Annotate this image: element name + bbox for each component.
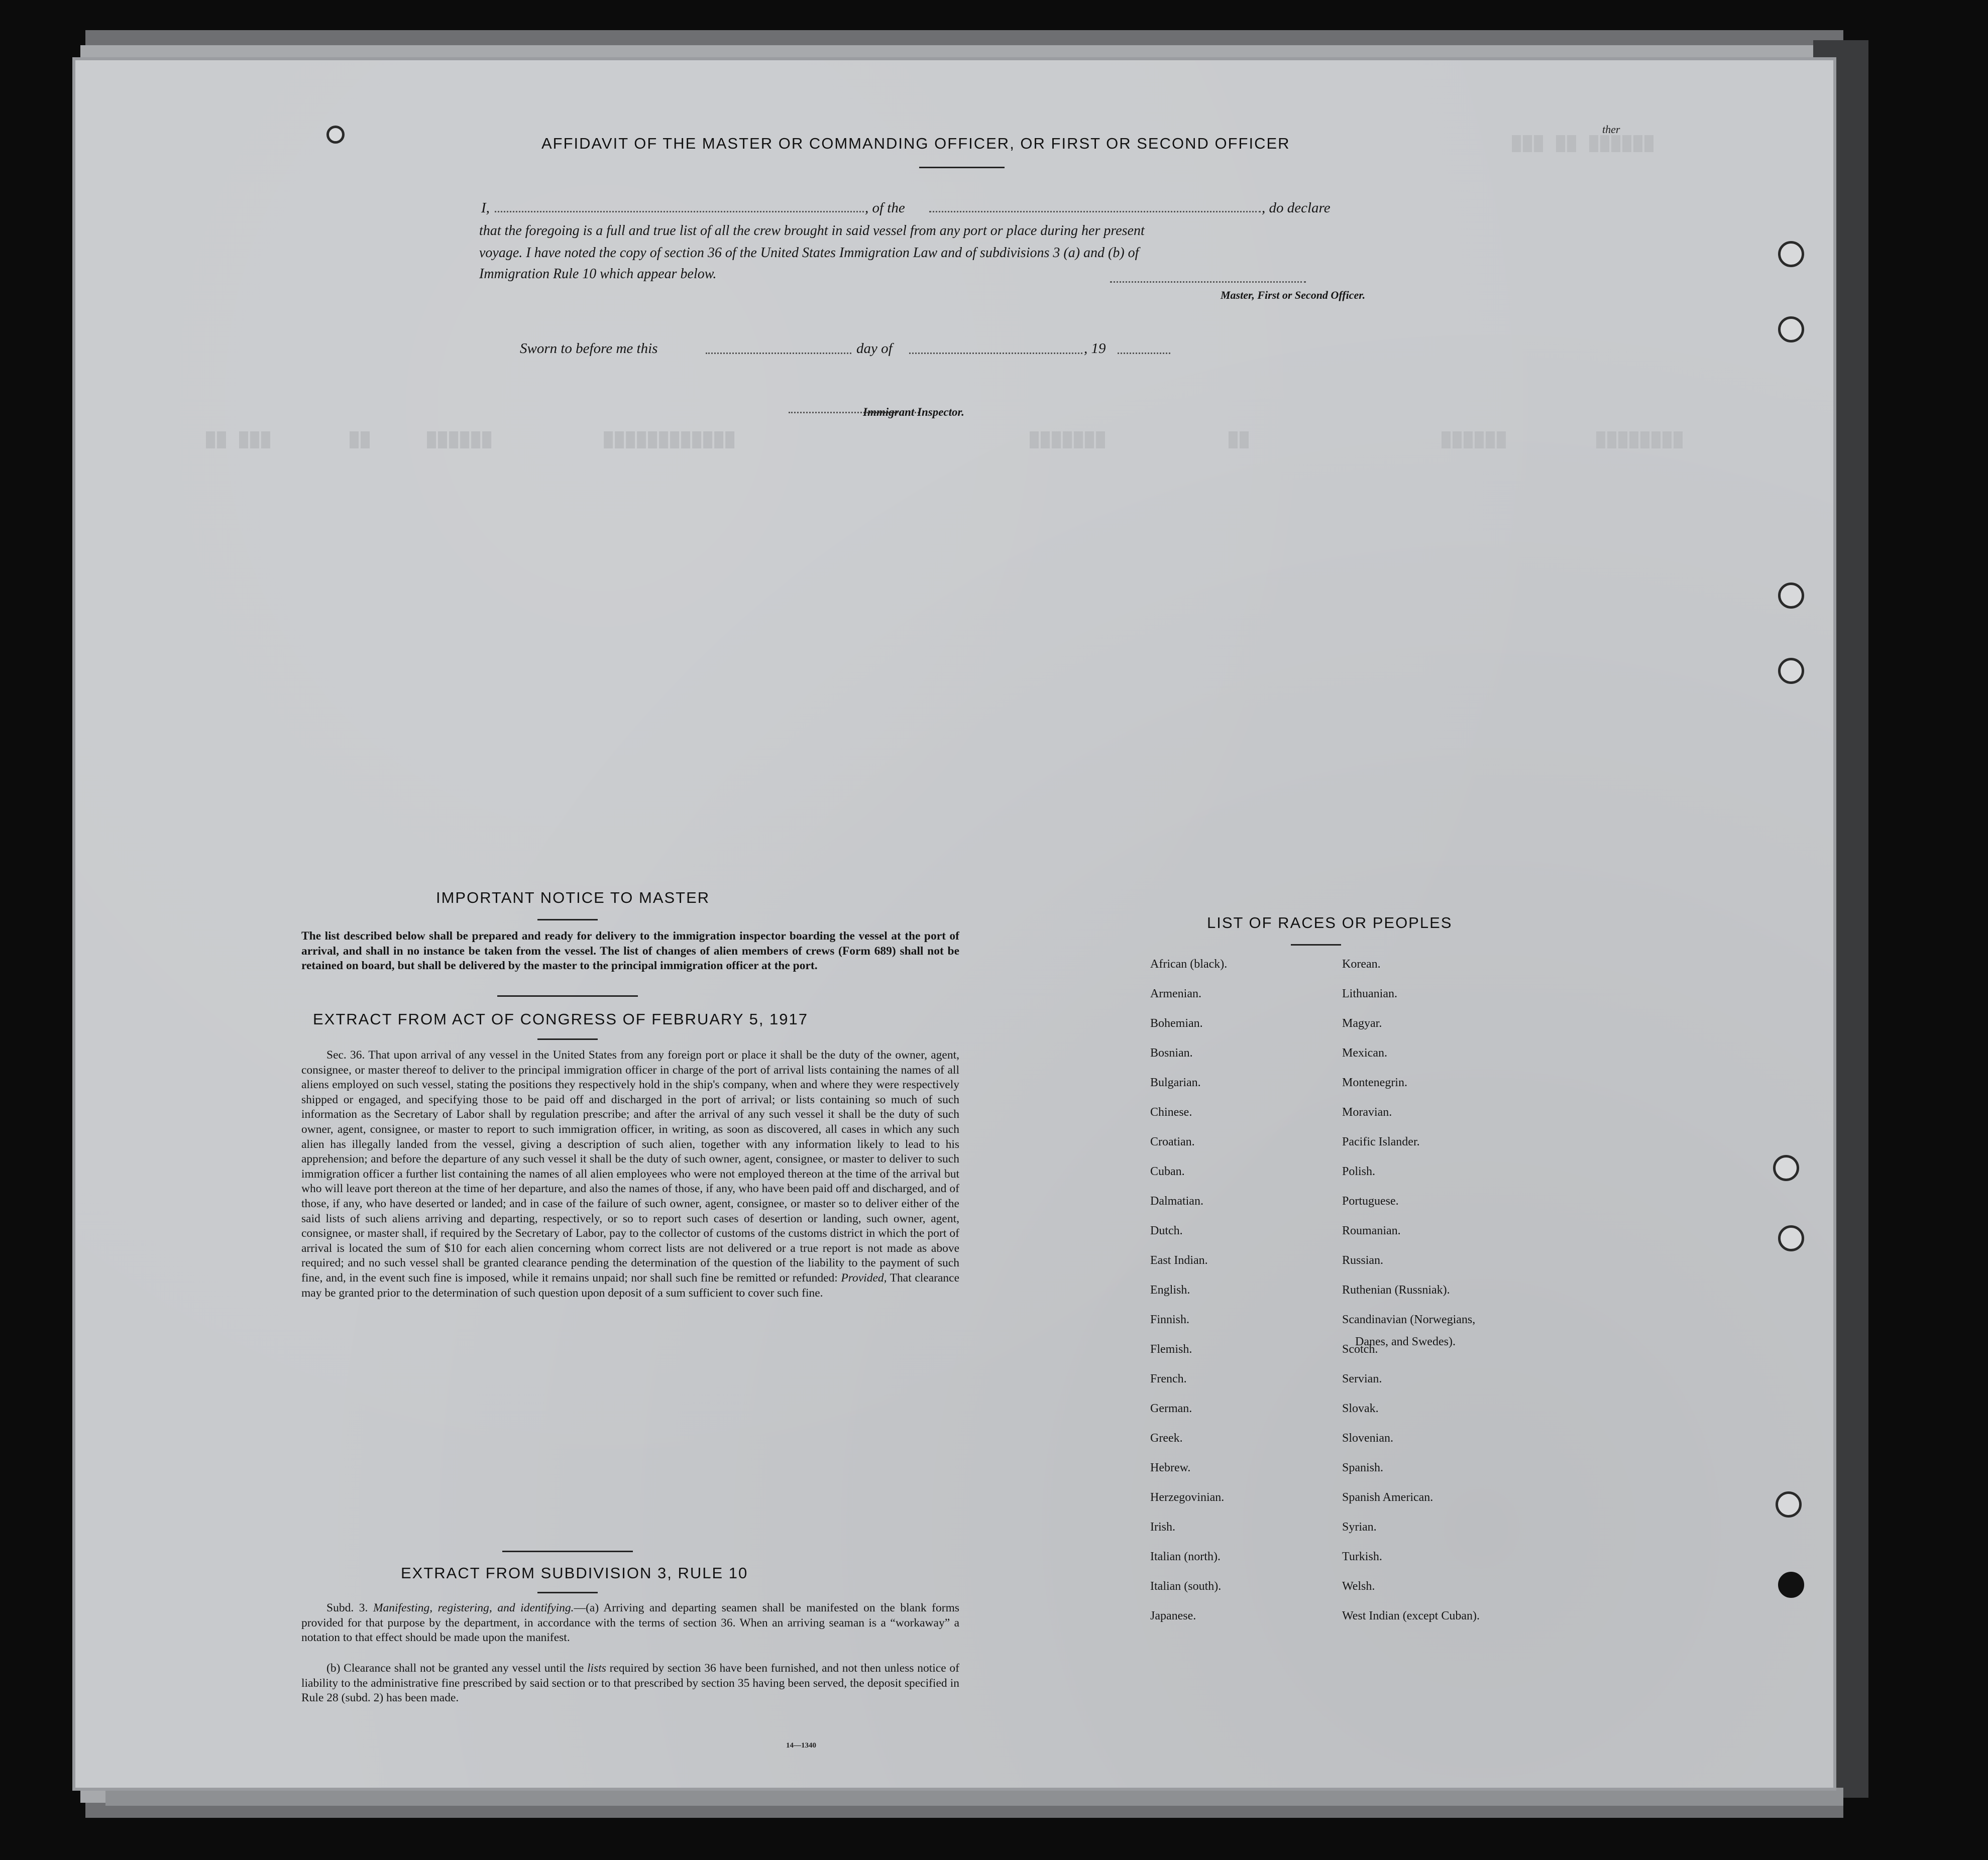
- extract-rule-title: EXTRACT FROM SUBDIVISION 3, RULE 10: [401, 1564, 748, 1582]
- provided-text: That clearance may be granted prior to the determination of such question upon deposit of a sum sufficient to cover such fine.: [301, 1271, 960, 1300]
- divider: [502, 1551, 633, 1552]
- sworn-month-blank: [909, 353, 1082, 354]
- signature-label: Master, First or Second Officer.: [1221, 289, 1366, 301]
- race-item: Spanish.: [1342, 1461, 1384, 1474]
- race-item: Welsh.: [1342, 1580, 1375, 1593]
- race-item: Flemish.: [1150, 1343, 1192, 1356]
- race-item: Croatian.: [1150, 1135, 1195, 1148]
- race-item: Montenegrin.: [1342, 1076, 1407, 1089]
- subdivision-heading: Manifesting, registering, and identifying.: [373, 1601, 574, 1614]
- notice-body: The list described below shall be prepared and ready for delivery to the immigration inspector boarding the vessel at the port of arrival, and shall in no instance be taken from the vessel. The list of changes of alien members of crews (Form 689) shall not be retained on board, but shall be delivered by the master to the principal immigration officer at the port.: [301, 929, 959, 973]
- binder-hole: [1778, 1572, 1804, 1598]
- race-item: Hebrew.: [1150, 1461, 1191, 1474]
- affidavit-text: that the foregoing is a full and true list of all the crew brought in said vessel from any port or place during her present: [479, 223, 1145, 239]
- race-item: Spanish American.: [1342, 1491, 1433, 1504]
- race-item: Ruthenian (Russniak).: [1342, 1284, 1450, 1297]
- race-item: Herzegovinian.: [1150, 1491, 1225, 1504]
- divider: [497, 995, 638, 997]
- show-through-text: ███████ ██: [1030, 432, 1251, 449]
- extract-act-title: EXTRACT FROM ACT OF CONGRESS OF FEBRUARY 5, 1917: [313, 1010, 809, 1028]
- extract-act-body: [301, 1048, 959, 1301]
- subdivision-b-prefix: (b) Clearance shall not be granted any vessel until the: [326, 1662, 584, 1675]
- binder-hole: [326, 126, 345, 144]
- binder-hole: [1778, 658, 1804, 684]
- race-item: French.: [1150, 1372, 1187, 1385]
- provided-label: Provided,: [841, 1271, 887, 1285]
- form-number: 14—1340: [786, 1741, 816, 1750]
- race-item: Russian.: [1342, 1254, 1384, 1267]
- affidavit-text: voyage. I have noted the copy of section 36 of the United States Immigration Law and of subdivisions 3 (a) and (b) of: [479, 245, 1139, 261]
- race-item: Korean.: [1342, 958, 1381, 971]
- divider: [1291, 944, 1341, 946]
- race-item: Mexican.: [1342, 1047, 1387, 1060]
- notice-title: IMPORTANT NOTICE TO MASTER: [436, 889, 710, 906]
- affidavit-do-declare: , do declare: [1262, 200, 1331, 216]
- name-blank: [495, 211, 864, 212]
- race-item: Magyar.: [1342, 1017, 1382, 1030]
- race-item: Greek.: [1150, 1432, 1183, 1445]
- binder-hole: [1778, 241, 1804, 267]
- section-36-text: That upon arrival of any vessel in the United States from any foreign port or place it shall be the duty of the owner, agent, consignee, or master thereof to deliver to the principal immigration officer in charge of the port of arrival lists containing the names of all aliens employed on such vessel, stating the positions they respectively hold in the ship's company, when and where they were respectively shipped or engaged, and specifying those to be paid off and discharged in the port of arrival; or lists containing so much of such information as the Secretary of Labor shall by regulation prescribe; and after the arrival of any such vessel it shall be the duty of such owner, agent, consignee, or master to report to such immigration officer, in writing, as soon as discovered, all cases in which any such alien has illegally landed from the vessel, giving a description of such alien, together with any information likely to lead to his apprehension; and before the departure of any such vessel it shall be the duty of such owner, agent, consignee, or master to deliver to such immigration officer a further list containing the names of all alien employees who were not employed thereon at the time of the arrival but who will leave port thereon at the time of her departure, and also the names of those, if any, who have been paid off and discharged, and of those, if any, who have deserted or landed; and in case of the failure of such owner, agent, consignee, or master so to deliver either of the said lists of such aliens arriving and departing, respectively, or so to report such cases of desertion or landing, such owner, agent, consignee, or master shall, if required by the Secretary of Labor, pay to the collector of customs of the customs district in which the port of arrival is located the sum of $10 for each alien concerning whom correct lists are not delivered or a true report is not made as above required; and no such vessel shall be granted clearance pending the determination of the question of the liability to the payment of such fine, and, in the event such fine is imposed, while it remains unpaid; nor shall such fine be remitted or refunded:: [301, 1049, 959, 1285]
- race-item: German.: [1150, 1402, 1192, 1415]
- race-item: Syrian.: [1342, 1521, 1377, 1534]
- race-item: Servian.: [1342, 1372, 1382, 1385]
- divider: [537, 1038, 598, 1040]
- document-page: [75, 60, 1833, 1788]
- margin-note: ther: [1602, 123, 1620, 136]
- race-item: Polish.: [1342, 1165, 1376, 1178]
- race-item: Portuguese.: [1342, 1195, 1399, 1208]
- section-label: Sec. 36.: [326, 1049, 365, 1062]
- race-item: Bosnian.: [1150, 1047, 1193, 1060]
- race-item: Dalmatian.: [1150, 1195, 1203, 1208]
- race-item: Cuban.: [1150, 1165, 1185, 1178]
- affidavit-text: Immigration Rule 10 which appear below.: [479, 266, 717, 282]
- race-item: Pacific Islander.: [1342, 1135, 1420, 1148]
- race-item: Slovak.: [1342, 1402, 1379, 1415]
- races-title: LIST OF RACES OR PEOPLES: [1207, 914, 1453, 932]
- extract-rule-para-a: [301, 1601, 959, 1646]
- subdivision-b-text: required by section 36 have been furnished, and not then unless notice of liability to the administrative fine prescribed by said section or to that prescribed by section 35 having been served, the deposit specified in Rule 28 (subd. 2) has been made.: [301, 1662, 960, 1705]
- signature-line: [1110, 281, 1306, 283]
- race-item: Italian (south).: [1150, 1580, 1222, 1593]
- binder-hole: [1773, 1155, 1799, 1181]
- race-item: Japanese.: [1150, 1609, 1196, 1622]
- race-item: Scandinavian (Norwegians,: [1342, 1313, 1476, 1326]
- binder-hole: [1778, 583, 1804, 609]
- race-item: Moravian.: [1342, 1106, 1392, 1119]
- race-item: Bohemian.: [1150, 1017, 1203, 1030]
- race-item: Roumanian.: [1342, 1224, 1401, 1237]
- race-item: West Indian (except Cuban).: [1342, 1609, 1480, 1622]
- divider: [919, 167, 1005, 168]
- vessel-blank: [929, 211, 1261, 212]
- race-item: Irish.: [1150, 1521, 1175, 1534]
- subdivision-label: Subd. 3.: [326, 1601, 368, 1614]
- sworn-label: Sworn to before me this: [520, 340, 658, 357]
- race-item: Armenian.: [1150, 987, 1201, 1000]
- race-item: Chinese.: [1150, 1106, 1192, 1119]
- subdivision-b-lists: lists: [587, 1662, 606, 1675]
- show-through-text: ██ ███ ██ ██████ ████████████: [206, 432, 737, 449]
- race-item: Scotch.: [1342, 1343, 1378, 1356]
- affidavit-i-label: I,: [481, 200, 490, 216]
- sworn-year-blank: [1118, 353, 1170, 354]
- race-item: Finnish.: [1150, 1313, 1190, 1326]
- race-item: Lithuanian.: [1342, 987, 1397, 1000]
- inspector-label: Immigrant Inspector.: [863, 406, 964, 418]
- show-through-text: ██████ ████████: [1442, 432, 1685, 449]
- extract-rule-para-b: [301, 1661, 959, 1706]
- sheet-edge-bottom: [105, 1788, 1843, 1806]
- divider: [537, 919, 598, 920]
- race-item: African (black).: [1150, 958, 1228, 971]
- affidavit-of-the: , of the: [865, 200, 905, 216]
- subdivision-a-text: —(a) Arriving and departing seamen shall be manifested on the blank forms provided for that purpose by the department, in accordance with the terms of section 36. When an arriving seaman is a “workaway” a notation to that effect should be made upon the manifest.: [301, 1601, 960, 1645]
- day-of-label: day of: [856, 340, 893, 357]
- race-item: Turkish.: [1342, 1550, 1382, 1563]
- affidavit-title: AFFIDAVIT OF THE MASTER OR COMMANDING OFFICER, OR FIRST OR SECOND OFFICER: [541, 135, 1290, 152]
- binder-hole: [1778, 1225, 1804, 1251]
- binder-hole: [1776, 1491, 1802, 1518]
- race-item: Italian (north).: [1150, 1550, 1221, 1563]
- race-item: Slovenian.: [1342, 1432, 1393, 1445]
- divider: [537, 1592, 598, 1593]
- races-column-1: [1150, 957, 1227, 1639]
- show-through-text: ███ ██ ██████: [1512, 136, 1656, 153]
- race-item: Bulgarian.: [1150, 1076, 1201, 1089]
- race-item: Dutch.: [1150, 1224, 1183, 1237]
- year-label: , 19: [1084, 340, 1106, 357]
- race-item: English.: [1150, 1284, 1190, 1297]
- race-item: East Indian.: [1150, 1254, 1208, 1267]
- sworn-day-blank: [706, 353, 851, 354]
- races-column-2: [1342, 957, 1480, 1639]
- races-scandinavian-continued: Danes, and Swedes).: [1355, 1335, 1456, 1348]
- binder-hole: [1778, 316, 1804, 342]
